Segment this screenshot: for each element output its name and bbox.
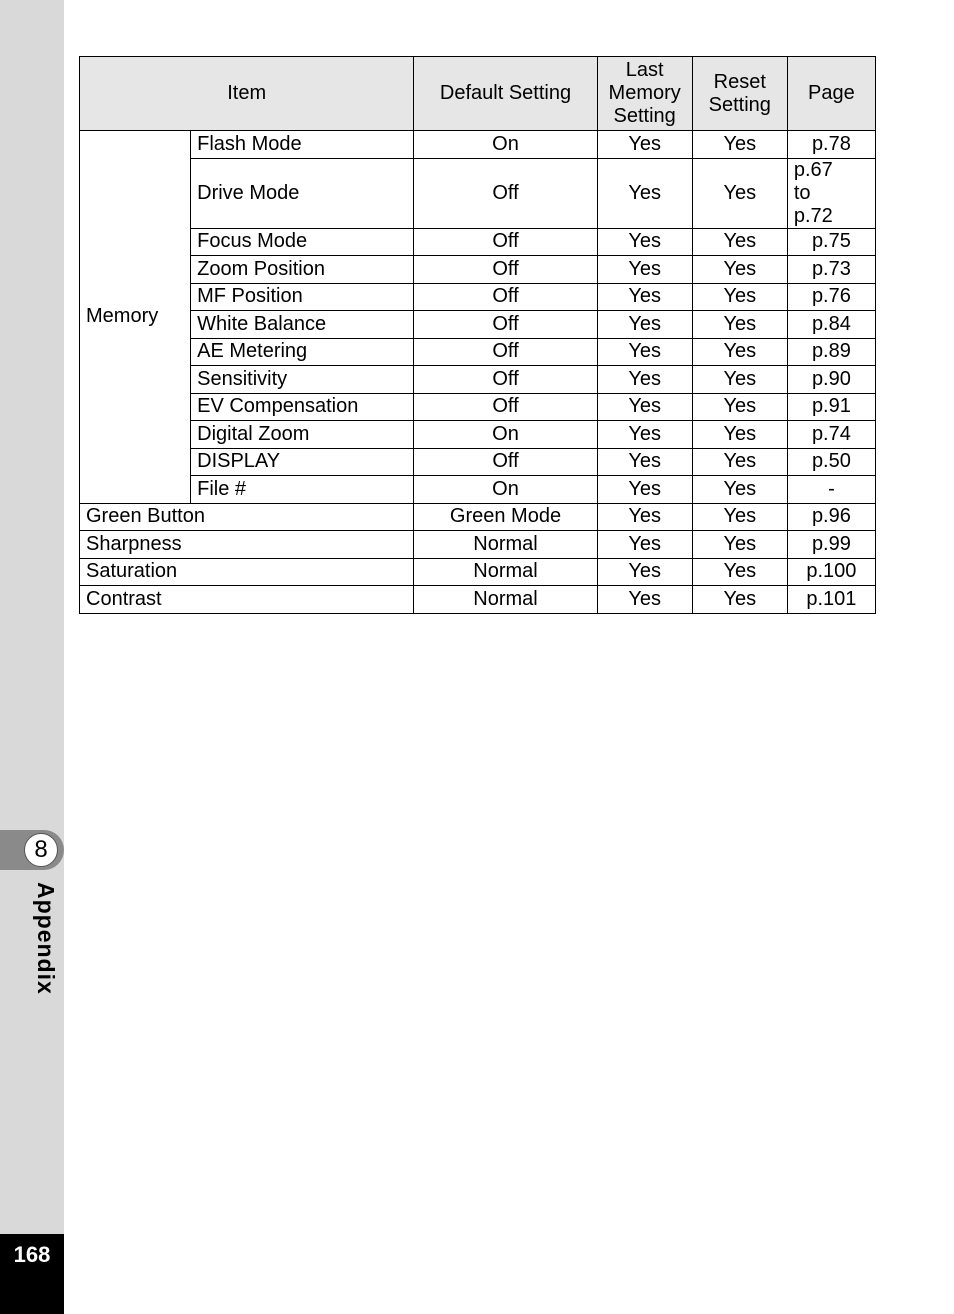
default-setting: Off <box>414 448 597 476</box>
reset-setting: Yes <box>692 531 787 559</box>
page-reference: p.84 <box>787 311 875 339</box>
reset-setting: Yes <box>692 421 787 449</box>
item-name: Sensitivity <box>191 366 414 394</box>
page-reference: - <box>787 476 875 504</box>
last-memory-setting: Yes <box>597 586 692 614</box>
item-name: Digital Zoom <box>191 421 414 449</box>
reset-setting: Yes <box>692 338 787 366</box>
reset-setting: Yes <box>692 586 787 614</box>
item-name: File # <box>191 476 414 504</box>
table-header-row <box>80 57 876 131</box>
last-memory-setting: Yes <box>597 338 692 366</box>
item-name: Sharpness <box>80 531 414 559</box>
page-reference: p.90 <box>787 366 875 394</box>
page-reference: p.74 <box>787 421 875 449</box>
reset-setting: Yes <box>692 311 787 339</box>
last-memory-setting: Yes <box>597 558 692 586</box>
table-row <box>80 393 876 421</box>
page-reference: p.78 <box>787 131 875 159</box>
item-name: Flash Mode <box>191 131 414 159</box>
page-reference-line: to <box>793 181 811 204</box>
reset-setting: Yes <box>692 503 787 531</box>
last-memory-setting: Yes <box>597 131 692 159</box>
settings-table <box>79 56 876 614</box>
default-setting: Off <box>414 393 597 421</box>
default-setting: On <box>414 476 597 504</box>
last-memory-setting: Yes <box>597 283 692 311</box>
page-number: 168 <box>13 1242 51 1267</box>
default-setting: Green Mode <box>414 503 597 531</box>
chapter-label: Appendix <box>33 882 59 995</box>
reset-setting: Yes <box>692 393 787 421</box>
reset-setting: Yes <box>692 448 787 476</box>
page-reference: p.76 <box>787 283 875 311</box>
item-name: Green Button <box>80 503 414 531</box>
reset-setting: Yes <box>692 283 787 311</box>
page-reference: p.101 <box>787 586 875 614</box>
last-memory-setting: Yes <box>597 158 692 228</box>
page-reference-line: p.67 <box>793 158 833 181</box>
item-name: Drive Mode <box>191 158 414 228</box>
page-reference: p.89 <box>787 338 875 366</box>
default-setting: Off <box>414 228 597 256</box>
item-name: AE Metering <box>191 338 414 366</box>
default-setting: Normal <box>414 558 597 586</box>
chapter-number: 8 <box>24 833 58 867</box>
reset-setting: Yes <box>692 256 787 284</box>
default-setting: Off <box>414 256 597 284</box>
last-memory-setting: Yes <box>597 476 692 504</box>
default-setting: Off <box>414 283 597 311</box>
table-row <box>80 421 876 449</box>
item-name: White Balance <box>191 311 414 339</box>
default-setting: Off <box>414 338 597 366</box>
reset-setting: Yes <box>692 476 787 504</box>
last-memory-setting: Yes <box>597 531 692 559</box>
default-setting: Normal <box>414 531 597 559</box>
table-row <box>80 256 876 284</box>
item-name: Zoom Position <box>191 256 414 284</box>
page-reference: p.73 <box>787 256 875 284</box>
last-memory-setting: Yes <box>597 256 692 284</box>
page-reference: p.100 <box>787 558 875 586</box>
reset-setting: Yes <box>692 366 787 394</box>
reset-setting: Yes <box>692 158 787 228</box>
reset-setting: Yes <box>692 131 787 159</box>
page-reference-line: p.72 <box>793 204 833 227</box>
item-name: DISPLAY <box>191 448 414 476</box>
table-body <box>80 131 876 614</box>
item-name: EV Compensation <box>191 393 414 421</box>
table-row <box>80 558 876 586</box>
table-row <box>80 158 876 228</box>
header-page: Page <box>787 57 875 131</box>
table-row <box>80 366 876 394</box>
default-setting: On <box>414 421 597 449</box>
reset-setting: Yes <box>692 228 787 256</box>
reset-setting: Yes <box>692 558 787 586</box>
item-name: Focus Mode <box>191 228 414 256</box>
group-label-memory: Memory <box>80 131 191 504</box>
table-row <box>80 338 876 366</box>
default-setting: Off <box>414 311 597 339</box>
default-setting: Normal <box>414 586 597 614</box>
page-reference: p.50 <box>787 448 875 476</box>
item-name: MF Position <box>191 283 414 311</box>
last-memory-setting: Yes <box>597 311 692 339</box>
last-memory-setting: Yes <box>597 503 692 531</box>
page-reference: p.75 <box>787 228 875 256</box>
last-memory-setting: Yes <box>597 228 692 256</box>
default-setting: Off <box>414 366 597 394</box>
item-name: Contrast <box>80 586 414 614</box>
last-memory-setting: Yes <box>597 421 692 449</box>
table-row <box>80 283 876 311</box>
header-last-memory-setting: Last Memory Setting <box>597 57 692 131</box>
page-reference: p.96 <box>787 503 875 531</box>
table-row <box>80 476 876 504</box>
table-row <box>80 503 876 531</box>
table-row <box>80 586 876 614</box>
item-name: Saturation <box>80 558 414 586</box>
last-memory-setting: Yes <box>597 448 692 476</box>
table-row <box>80 448 876 476</box>
header-default-setting: Default Setting <box>414 57 597 131</box>
header-reset-setting: Reset Setting <box>692 57 787 131</box>
last-memory-setting: Yes <box>597 393 692 421</box>
table-row <box>80 131 876 159</box>
page-reference: p.99 <box>787 531 875 559</box>
default-setting: On <box>414 131 597 159</box>
page-reference: p.91 <box>787 393 875 421</box>
page-reference <box>787 158 875 228</box>
table-row <box>80 311 876 339</box>
table-row <box>80 228 876 256</box>
default-setting: Off <box>414 158 597 228</box>
header-item: Item <box>80 57 414 131</box>
table-row <box>80 531 876 559</box>
last-memory-setting: Yes <box>597 366 692 394</box>
side-strip <box>0 0 64 1314</box>
